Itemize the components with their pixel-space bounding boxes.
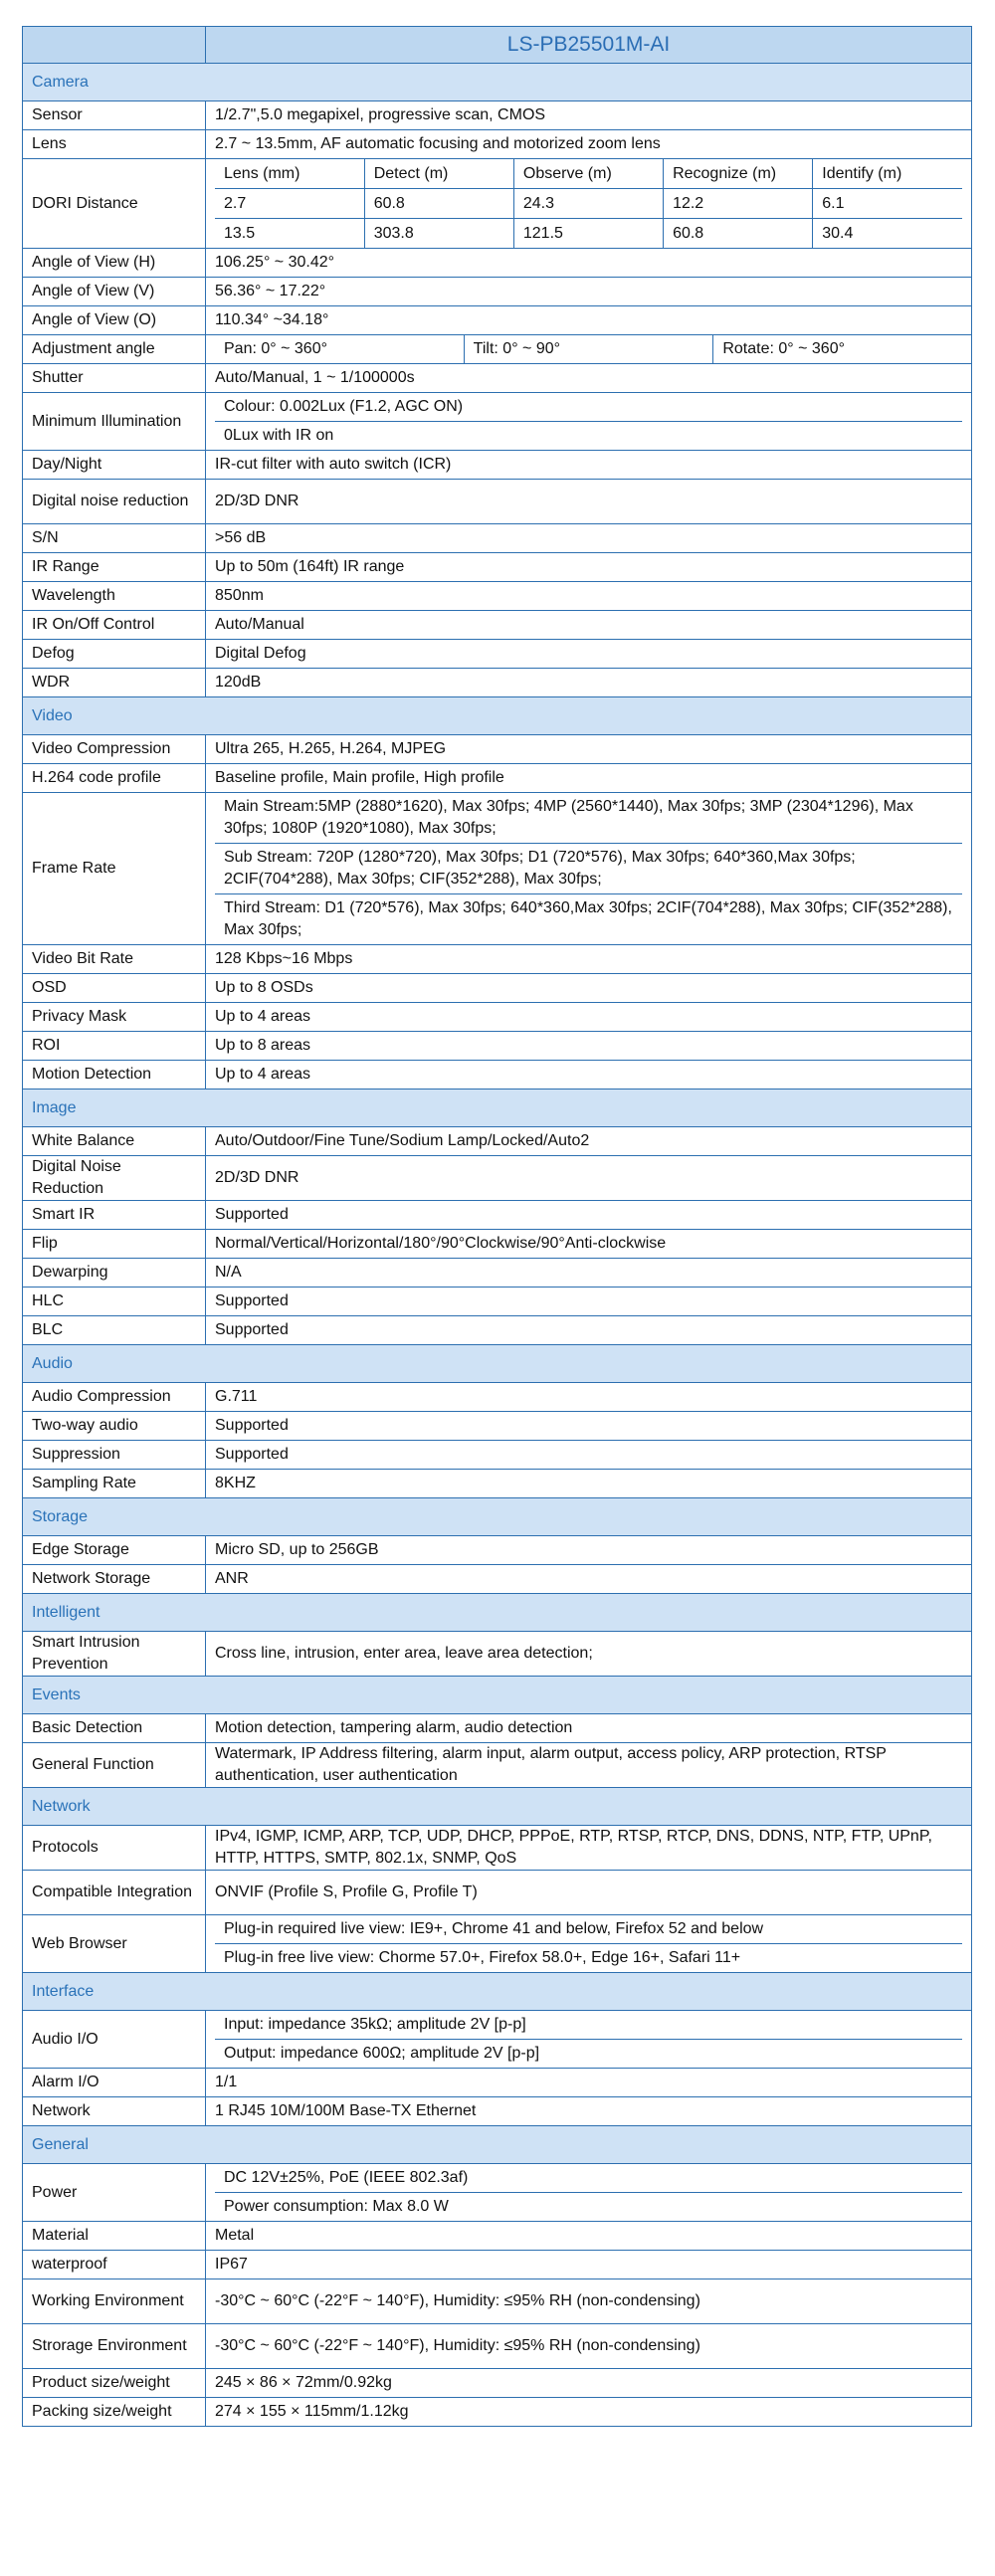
- spec-row-waterproof: [23, 2251, 972, 2279]
- spec-label: S/N: [23, 524, 206, 553]
- spec-row-protocols: [23, 1826, 972, 1871]
- spec-value: Auto/Manual: [206, 611, 972, 640]
- section-title: Audio: [23, 1345, 972, 1383]
- min-illumination-cell: [206, 393, 972, 451]
- main-stream-value: Main Stream:5MP (2880*1620), Max 30fps; 4MP (2560*1440), Max 30fps; 3MP (2304*1296), Max 30fps; 1080P (1920*1080), Max 30fps;: [215, 793, 962, 844]
- spec-row-storage-env: [23, 2324, 972, 2369]
- title-row: [23, 27, 972, 64]
- dori-cell: 6.1: [813, 189, 962, 219]
- spec-label: Angle of View (H): [23, 249, 206, 278]
- spec-table: [22, 26, 972, 2427]
- spec-value: Supported: [206, 1201, 972, 1230]
- title-blank-cell: [23, 27, 206, 64]
- spec-value: Metal: [206, 2222, 972, 2251]
- spec-label: Alarm I/O: [23, 2069, 206, 2097]
- spec-value: Digital Defog: [206, 640, 972, 669]
- spec-row-aov-v: [23, 278, 972, 306]
- spec-row-blc: [23, 1316, 972, 1345]
- spec-value: Up to 8 OSDs: [206, 974, 972, 1003]
- spec-row-packing-size: [23, 2398, 972, 2427]
- spec-value: Up to 4 areas: [206, 1061, 972, 1090]
- spec-value: Input: impedance 35kΩ; amplitude 2V [p-p]: [215, 2011, 962, 2040]
- spec-value: Cross line, intrusion, enter area, leave area detection;: [206, 1632, 972, 1677]
- spec-value: 2.7 ~ 13.5mm, AF automatic focusing and motorized zoom lens: [206, 130, 972, 159]
- spec-row-dori: [23, 159, 972, 249]
- spec-value: ONVIF (Profile S, Profile G, Profile T): [206, 1871, 972, 1915]
- spec-label: Privacy Mask: [23, 1003, 206, 1032]
- spec-label: Working Environment: [23, 2279, 206, 2324]
- spec-label: IR On/Off Control: [23, 611, 206, 640]
- web-browser-cell: [206, 1915, 972, 1973]
- spec-label: Basic Detection: [23, 1714, 206, 1743]
- dori-header: Identify (m): [813, 159, 962, 189]
- dori-header: Detect (m): [364, 159, 513, 189]
- spec-row-min-illumination: [23, 393, 972, 451]
- spec-row-material: [23, 2222, 972, 2251]
- section-audio: [23, 1345, 972, 1383]
- spec-value: IPv4, IGMP, ICMP, ARP, TCP, UDP, DHCP, PPPoE, RTP, RTSP, RTCP, DNS, DDNS, NTP, FTP, UPnP, HTTP, HTTPS, SMTP, 802.1x, SNMP, QoS: [206, 1826, 972, 1871]
- spec-label: Audio I/O: [23, 2011, 206, 2069]
- spec-value: 2D/3D DNR: [206, 480, 972, 524]
- section-title: Interface: [23, 1973, 972, 2011]
- spec-value: Plug-in free live view: Chorme 57.0+, Firefox 58.0+, Edge 16+, Safari 11+: [224, 1949, 741, 1966]
- spec-value: Supported: [206, 1316, 972, 1345]
- dori-cell: 13.5: [215, 219, 364, 249]
- section-title: Video: [23, 697, 972, 735]
- spec-label: Protocols: [23, 1826, 206, 1871]
- spec-label: HLC: [23, 1288, 206, 1316]
- dori-cell: 12.2: [664, 189, 813, 219]
- spec-label: Motion Detection: [23, 1061, 206, 1090]
- dori-cell: 121.5: [513, 219, 663, 249]
- spec-label: OSD: [23, 974, 206, 1003]
- spec-row-image-dnr: [23, 1156, 972, 1201]
- spec-row-web-browser: [23, 1915, 972, 1973]
- spec-label: Lens: [23, 130, 206, 159]
- spec-label: Edge Storage: [23, 1536, 206, 1565]
- spec-value: Baseline profile, Main profile, High profile: [206, 764, 972, 793]
- spec-row-audio-compression: [23, 1383, 972, 1412]
- spec-value: Colour: 0.002Lux (F1.2, AGC ON): [215, 393, 962, 422]
- section-title: Camera: [23, 64, 972, 101]
- spec-label: Suppression: [23, 1441, 206, 1470]
- dori-cell: 24.3: [513, 189, 663, 219]
- spec-label: waterproof: [23, 2251, 206, 2279]
- spec-row-smart-ir: [23, 1201, 972, 1230]
- spec-row-network-interface: [23, 2097, 972, 2126]
- spec-row-aov-o: [23, 306, 972, 335]
- spec-value: 56.36° ~ 17.22°: [206, 278, 972, 306]
- spec-row-edge-storage: [23, 1536, 972, 1565]
- section-title: Network: [23, 1788, 972, 1826]
- spec-value: -30°C ~ 60°C (-22°F ~ 140°F), Humidity: ≤95% RH (non-condensing): [206, 2324, 972, 2369]
- spec-value: IR-cut filter with auto switch (ICR): [206, 451, 972, 480]
- spec-label: Sensor: [23, 101, 206, 130]
- spec-label: Angle of View (O): [23, 306, 206, 335]
- spec-label: Two-way audio: [23, 1412, 206, 1441]
- rotate-value: Rotate: 0° ~ 360°: [722, 340, 845, 357]
- spec-value: 245 × 86 × 72mm/0.92kg: [206, 2369, 972, 2398]
- spec-label: Defog: [23, 640, 206, 669]
- spec-row-defog: [23, 640, 972, 669]
- spec-label: Strorage Environment: [23, 2324, 206, 2369]
- spec-value: Output: impedance 600Ω; amplitude 2V [p-p]: [224, 2045, 540, 2062]
- spec-label: H.264 code profile: [23, 764, 206, 793]
- spec-value: >56 dB: [206, 524, 972, 553]
- spec-label: Digital noise reduction: [23, 480, 206, 524]
- spec-row-shutter: [23, 364, 972, 393]
- spec-value: 128 Kbps~16 Mbps: [206, 945, 972, 974]
- spec-value: 0Lux with IR on: [224, 427, 334, 444]
- pan-value: Pan: 0° ~ 360°: [215, 335, 465, 363]
- spec-label: Video Compression: [23, 735, 206, 764]
- spec-row-intrusion: [23, 1632, 972, 1677]
- spec-row-white-balance: [23, 1127, 972, 1156]
- section-general: [23, 2126, 972, 2164]
- spec-row-sn: [23, 524, 972, 553]
- spec-value: Up to 50m (164ft) IR range: [206, 553, 972, 582]
- spec-label: Smart Intrusion Prevention: [23, 1632, 206, 1677]
- spec-row-power: [23, 2164, 972, 2222]
- spec-row-ir-range: [23, 553, 972, 582]
- spec-label: Day/Night: [23, 451, 206, 480]
- spec-value: 850nm: [206, 582, 972, 611]
- section-title: General: [23, 2126, 972, 2164]
- spec-row-dewarping: [23, 1259, 972, 1288]
- spec-row-alarm-io: [23, 2069, 972, 2097]
- spec-value: Auto/Manual, 1 ~ 1/100000s: [206, 364, 972, 393]
- section-title: Storage: [23, 1498, 972, 1536]
- spec-value: Watermark, IP Address filtering, alarm input, alarm output, access policy, ARP protection, RTSP authentication, user authentication: [206, 1743, 972, 1788]
- spec-value: Ultra 265, H.265, H.264, MJPEG: [206, 735, 972, 764]
- spec-label: Power: [23, 2164, 206, 2222]
- spec-row-h264: [23, 764, 972, 793]
- spec-label: Packing size/weight: [23, 2398, 206, 2427]
- spec-row-osd: [23, 974, 972, 1003]
- spec-value: Supported: [206, 1288, 972, 1316]
- spec-label: IR Range: [23, 553, 206, 582]
- spec-label: Adjustment angle: [23, 335, 206, 364]
- spec-label: Minimum Illumination: [23, 393, 206, 451]
- spec-row-general-function: [23, 1743, 972, 1788]
- spec-row-aov-h: [23, 249, 972, 278]
- spec-value: 120dB: [206, 669, 972, 697]
- spec-value: IP67: [206, 2251, 972, 2279]
- sub-stream-value: Sub Stream: 720P (1280*720), Max 30fps; D1 (720*576), Max 30fps; 640*360,Max 30fps; 2CIF(704*288), Max 30fps; CIF(352*288), Max 30fps;: [215, 844, 962, 894]
- spec-label: BLC: [23, 1316, 206, 1345]
- dori-header: Recognize (m): [664, 159, 813, 189]
- spec-value: 274 × 155 × 115mm/1.12kg: [206, 2398, 972, 2427]
- section-storage: [23, 1498, 972, 1536]
- spec-label: Frame Rate: [23, 793, 206, 945]
- section-events: [23, 1677, 972, 1714]
- spec-row-video-compression: [23, 735, 972, 764]
- third-stream-value: Third Stream: D1 (720*576), Max 30fps; 640*360,Max 30fps; 2CIF(704*288), Max 30fps; CIF(352*288), Max 30fps;: [224, 899, 952, 938]
- spec-label: Web Browser: [23, 1915, 206, 1973]
- model-title: LS-PB25501M-AI: [206, 27, 972, 64]
- dori-data-row: [215, 219, 962, 249]
- spec-label: Angle of View (V): [23, 278, 206, 306]
- spec-label: Sampling Rate: [23, 1470, 206, 1498]
- dori-table: [215, 159, 962, 248]
- spec-label: Network: [23, 2097, 206, 2126]
- dori-header: Observe (m): [513, 159, 663, 189]
- dori-cell: 60.8: [664, 219, 813, 249]
- audio-io-cell: [206, 2011, 972, 2069]
- spec-label: Shutter: [23, 364, 206, 393]
- spec-label: Network Storage: [23, 1565, 206, 1594]
- spec-value: Up to 4 areas: [206, 1003, 972, 1032]
- spec-value: 110.34° ~34.18°: [206, 306, 972, 335]
- spec-value: 8KHZ: [206, 1470, 972, 1498]
- spec-label: Dewarping: [23, 1259, 206, 1288]
- dori-data-row: [215, 189, 962, 219]
- spec-row-day-night: [23, 451, 972, 480]
- spec-row-privacy: [23, 1003, 972, 1032]
- section-intelligent: [23, 1594, 972, 1632]
- spec-row-wavelength: [23, 582, 972, 611]
- spec-row-suppression: [23, 1441, 972, 1470]
- spec-row-product-size: [23, 2369, 972, 2398]
- spec-value: Plug-in required live view: IE9+, Chrome 41 and below, Firefox 52 and below: [215, 1915, 962, 1944]
- spec-value: Auto/Outdoor/Fine Tune/Sodium Lamp/Locked/Auto2: [206, 1127, 972, 1156]
- spec-label: White Balance: [23, 1127, 206, 1156]
- spec-label: Smart IR: [23, 1201, 206, 1230]
- spec-row-motion: [23, 1061, 972, 1090]
- spec-row-adjustment: [23, 335, 972, 364]
- spec-value: 1/2.7",5.0 megapixel, progressive scan, CMOS: [206, 101, 972, 130]
- section-title: Image: [23, 1090, 972, 1127]
- spec-row-bitrate: [23, 945, 972, 974]
- spec-value: DC 12V±25%, PoE (IEEE 802.3af): [215, 2164, 962, 2193]
- spec-label: Flip: [23, 1230, 206, 1259]
- spec-label: ROI: [23, 1032, 206, 1061]
- spec-row-two-way-audio: [23, 1412, 972, 1441]
- dori-cell: 303.8: [364, 219, 513, 249]
- spec-row-hlc: [23, 1288, 972, 1316]
- spec-label: DORI Distance: [23, 159, 206, 249]
- spec-row-ir-onoff: [23, 611, 972, 640]
- spec-row-sampling: [23, 1470, 972, 1498]
- dori-header: Lens (mm): [215, 159, 364, 189]
- spec-label: Compatible Integration: [23, 1871, 206, 1915]
- section-title: Intelligent: [23, 1594, 972, 1632]
- spec-label: Digital Noise Reduction: [23, 1156, 206, 1201]
- spec-label: Material: [23, 2222, 206, 2251]
- spec-row-wdr: [23, 669, 972, 697]
- spec-row-compatible: [23, 1871, 972, 1915]
- dori-cell: 2.7: [215, 189, 364, 219]
- section-interface: [23, 1973, 972, 2011]
- section-image: [23, 1090, 972, 1127]
- spec-row-roi: [23, 1032, 972, 1061]
- spec-value: 106.25° ~ 30.42°: [206, 249, 972, 278]
- spec-row-flip: [23, 1230, 972, 1259]
- spec-value: 2D/3D DNR: [206, 1156, 972, 1201]
- spec-value: Micro SD, up to 256GB: [206, 1536, 972, 1565]
- dori-cell: 30.4: [822, 224, 854, 242]
- dori-table-cell: [206, 159, 972, 249]
- spec-label: Video Bit Rate: [23, 945, 206, 974]
- spec-value: -30°C ~ 60°C (-22°F ~ 140°F), Humidity: ≤95% RH (non-condensing): [206, 2279, 972, 2324]
- spec-label: WDR: [23, 669, 206, 697]
- spec-label: Audio Compression: [23, 1383, 206, 1412]
- section-title: Events: [23, 1677, 972, 1714]
- dori-header-row: [215, 159, 962, 189]
- spec-value: G.711: [206, 1383, 972, 1412]
- spec-value: Supported: [206, 1441, 972, 1470]
- spec-value: 1 RJ45 10M/100M Base-TX Ethernet: [206, 2097, 972, 2126]
- spec-row-lens: [23, 130, 972, 159]
- power-cell: [206, 2164, 972, 2222]
- spec-row-working-env: [23, 2279, 972, 2324]
- section-video: [23, 697, 972, 735]
- spec-label: Product size/weight: [23, 2369, 206, 2398]
- dori-cell: 60.8: [364, 189, 513, 219]
- spec-row-dnr: [23, 480, 972, 524]
- frame-rate-cell: [206, 793, 972, 945]
- spec-value: ANR: [206, 1565, 972, 1594]
- spec-row-sensor: [23, 101, 972, 130]
- spec-row-basic-detection: [23, 1714, 972, 1743]
- spec-value: Power consumption: Max 8.0 W: [224, 2198, 449, 2215]
- tilt-value: Tilt: 0° ~ 90°: [465, 335, 714, 363]
- spec-value: Motion detection, tampering alarm, audio detection: [206, 1714, 972, 1743]
- spec-label: General Function: [23, 1743, 206, 1788]
- spec-value: Normal/Vertical/Horizontal/180°/90°Clockwise/90°Anti-clockwise: [206, 1230, 972, 1259]
- spec-value: N/A: [206, 1259, 972, 1288]
- spec-row-network-storage: [23, 1565, 972, 1594]
- spec-label: Wavelength: [23, 582, 206, 611]
- spec-value: Up to 8 areas: [206, 1032, 972, 1061]
- spec-value: Supported: [206, 1412, 972, 1441]
- spec-value: 1/1: [206, 2069, 972, 2097]
- section-camera: [23, 64, 972, 101]
- spec-row-frame-rate: [23, 793, 972, 945]
- section-network: [23, 1788, 972, 1826]
- spec-row-audio-io: [23, 2011, 972, 2069]
- adjustment-cell: [206, 335, 972, 364]
